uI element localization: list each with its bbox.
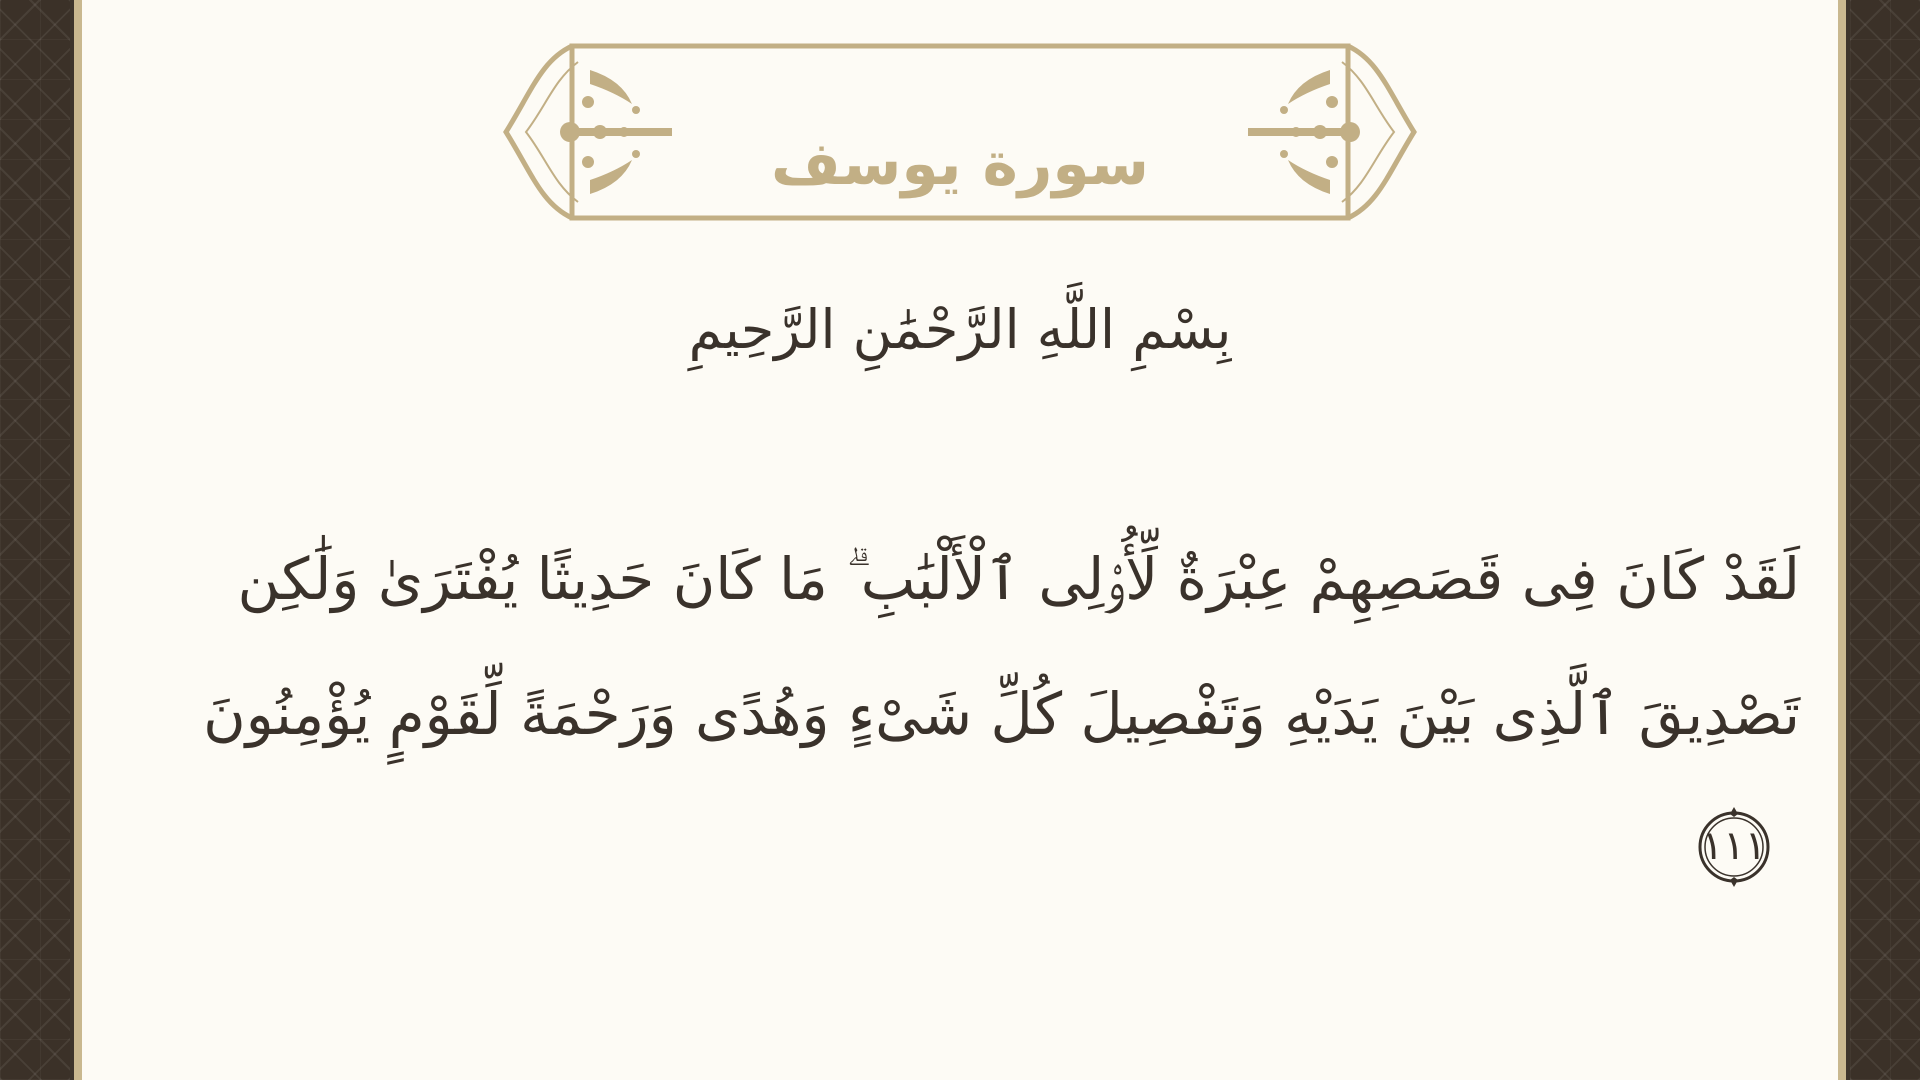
- ayah-number: ١١١: [1701, 822, 1767, 869]
- frame-line-right: [1846, 0, 1850, 1080]
- ayah-text: لَقَدْ كَانَ فِى قَصَصِهِمْ عِبْرَةٌ لِّأُو۟لِى ٱلْأَلْبَٰبِ ۗ مَا كَانَ حَدِيثًا يُفْتَرَىٰ وَلَٰكِن تَصْدِيقَ ٱلَّذِى بَيْنَ يَدَيْهِ وَتَفْصِيلَ كُلِّ شَىْءٍ وَهُدًى وَرَحْمَةً لِّقَوْمٍ يُؤْمِنُونَ: [203, 545, 1800, 748]
- ayah-number-medallion: [1692, 805, 1776, 889]
- right-decorative-border: [1850, 0, 1920, 1080]
- basmala: بِسْمِ اللَّهِ الرَّحْمَٰنِ الرَّحِيمِ: [688, 298, 1232, 361]
- surah-title: سورة يوسف: [770, 129, 1150, 199]
- frame-line-left: [70, 0, 74, 1080]
- left-decorative-border: [0, 0, 70, 1080]
- surah-title-banner: [502, 40, 1418, 224]
- ayah-text-block: [140, 512, 1800, 917]
